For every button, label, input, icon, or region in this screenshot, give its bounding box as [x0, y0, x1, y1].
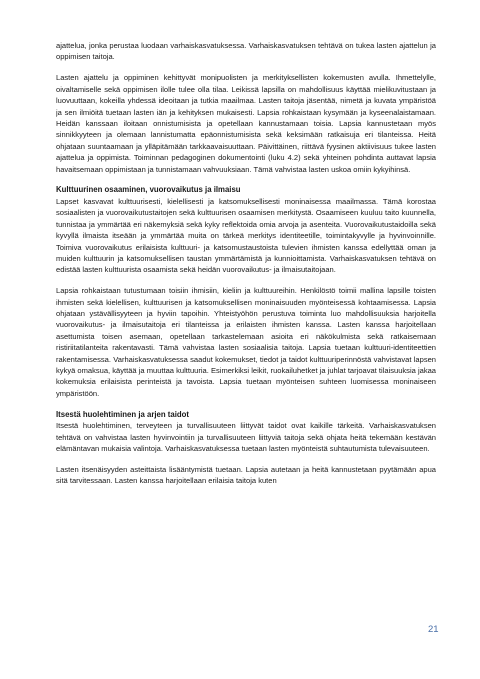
section-heading-cultural-competence: Kulttuurinen osaaminen, vuorovaikutus ja ilmaisu: [56, 185, 241, 195]
body-text: [56, 40, 436, 496]
paragraph: Itsestä huolehtiminen, terveyteen ja turvallisuuteen liittyvät taidot ovat kaikille tärkeitä. Varhaiskasvatuksen tehtävä on vahvistaa lasten hyvinvointiin ja turvallisuuteen liittyviä taitoja sekä ohjata heitä tekemään kestävän elämäntavan mukaisia valintoja. Varhaiskasvatuksessa tuetaan lasten myönteistä suhtautumista tulevaisuuteen.: [56, 421, 436, 453]
paragraph: Lapsia rohkaistaan tutustumaan toisiin ihmisiin, kieliin ja kulttuureihin. Henkilöstö toimii mallina lapsille toisten ihmisten sekä kielellisen, kulttuurisen ja katsomuksellisen moninaisuuden myönteisessä kohtaamisessa. Lapsia ohjataan ystävällisyyteen ja hyviin tapoihin. Yhteistyöhön perustuva toiminta luo mahdollisuuksia harjoitella vuorovaikutus- ja ilmaisutaitoja eri tilanteissa ja erilaisten ihmisten kanssa. Lasten kanssa harjoitellaan asettumista toisen asemaan, opetellaan tarkastelemaan asioita eri näkökulmista sekä ratkaisemaan ristiriitatilanteita rakentavasti. Tämä vahvistaa lasten sosiaalisia taitoja. Lapsia tuetaan kulttuuri-identiteettien rakentamisessa. Varhaiskasvatuksessa saadut kokemukset, tiedot ja taidot kulttuuriperinnöstä vahvistavat lapsen kykyä omaksua, käyttää ja muuttaa kulttuuria. Esimerkiksi leikit, ruokailuhetket ja juhlat tarjoavat tilaisuuksia jakaa kokemuksia erilaisista perinteistä ja tavoista. Lapsia tuetaan myönteisen suhteen luomisessa moninaiseen ympäristöön.: [56, 286, 436, 398]
section-heading-self-care: Itsestä huolehtiminen ja arjen taidot: [56, 409, 190, 419]
paragraph: Lasten ajattelu ja oppiminen kehittyvät monipuolisten ja merkityksellisten kokemusten avulla. Ihmettelylle, oivaltamiselle sekä oppimisen ilolle tulee olla tilaa. Leikissä lapsilla on mahdollisuus käyttää mielikuvitustaan ja luovuuttaan, kokeilla yhdessä ideoitaan ja tutkia maailmaa. Lasten taitoja jäsentää, nimetä ja kuvata ympäristöä ja sen ilmiöitä tuetaan lasten iän ja kehityksen mukaisesti. Lapsia rohkaistaan kysymään ja kyseenalaistamaan. Heidän kanssaan iloitaan onnistumisista ja opetellaan kannustamaan toisia. Lapsia kannustetaan myös sinnikkyyteen ja olemaan lannistumatta epäonnistumisista sekä keksimään ratkaisuja eri tilanteissa. Heitä ohjataan suuntaamaan ja ylläpitämään tarkkaavaisuuttaan. Päivittäinen, riittävä fyysinen aktiivisuus tukee lasten ajattelua ja oppimista. Toiminnan pedagoginen dokumentointi (luku 4.2) sekä yhteinen pohdinta auttavat lapsia havaitsemaan oppimistaan ja tunnistamaan vahvuuksiaan. Tämä vahvistaa lasten uskoa omiin kykyihinsä.: [56, 73, 436, 174]
paragraph: Lapset kasvavat kulttuurisesti, kielellisesti ja katsomuksellisesti moninaisessa maailmassa. Tämä korostaa sosiaalisten ja vuorovaikutustaitojen sekä kulttuurisen osaamisen merkitystä. Osaamiseen kuuluu taito kuunnella, tunnistaa ja ymmärtää eri näkemyksiä sekä kyky reflektoida omia arvoja ja asenteita. Vuorovaikutustaidoilla sekä kyvyllä ilmaista itseään ja ymmärtää muita on tärkeä merkitys identiteetille, toimintakyvylle ja hyvinvoinnille. Toimiva vuorovaikutus erilaisista kulttuuri- ja katsomustaustoista tulevien ihmisten kanssa edellyttää oman ja muiden kulttuurin ja katsomuksellisen taustan ymmärtämistä ja kunnioittamista. Varhaiskasvatuksen tehtävä on edistää lasten kulttuurista osaamista sekä heidän vuorovaikutus- ja ilmaisutaitojaan.: [56, 196, 436, 275]
page-number: 21: [428, 624, 439, 635]
paragraph: ajattelua, jonka perustaa luodaan varhaiskasvatuksessa. Varhaiskasvatuksen tehtävä on tukea lasten ajattelun ja oppimisen taitoja.: [56, 41, 436, 62]
paragraph: Lasten itsenäisyyden asteittaista lisääntymistä tuetaan. Lapsia autetaan ja heitä kannustetaan pyytämään apua sitä tarvitessaan. Lasten kanssa harjoitellaan erilaisia taitoja kuten: [56, 464, 436, 486]
